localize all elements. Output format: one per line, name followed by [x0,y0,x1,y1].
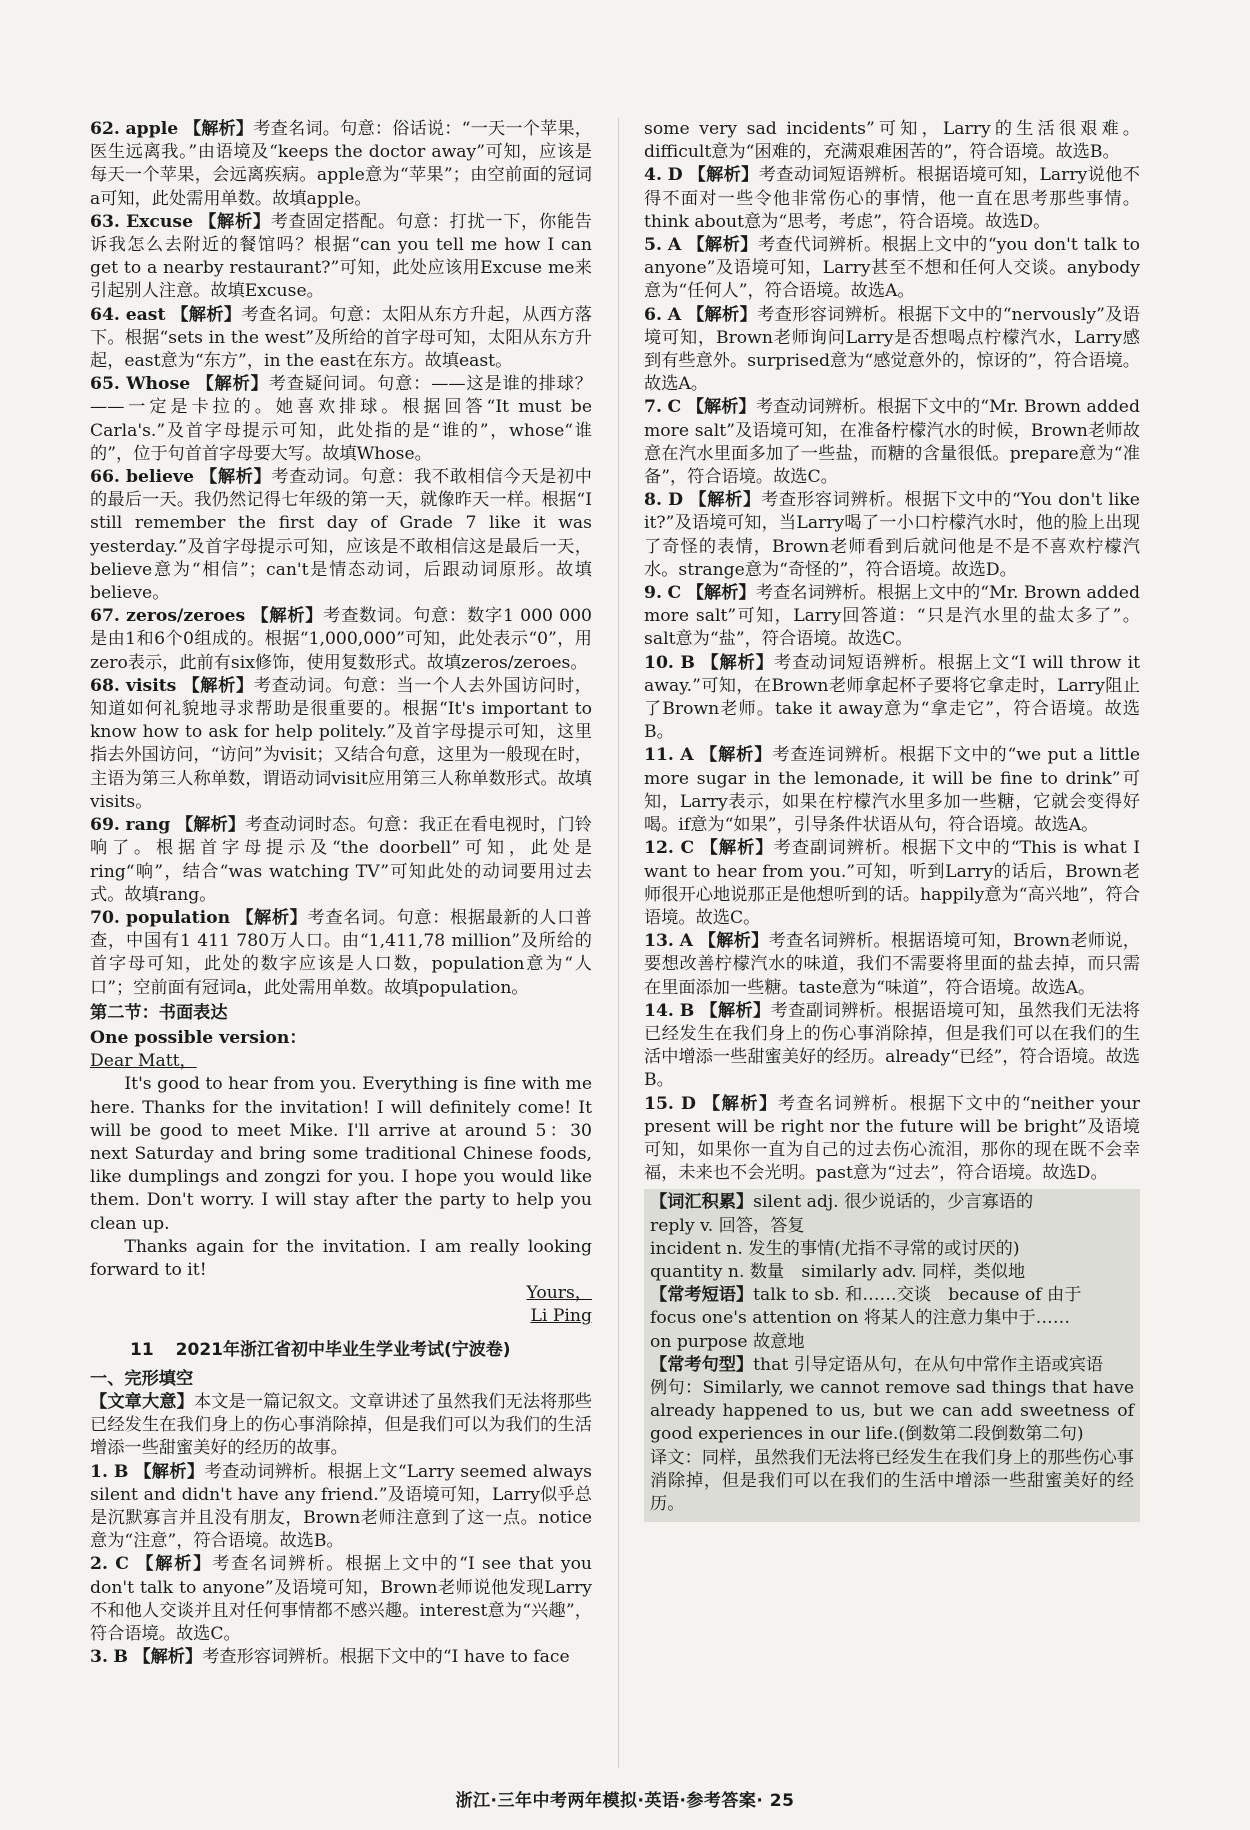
answer-number: 13. [644,931,674,952]
answer-entry [644,930,1140,1000]
answer-list-62-70 [90,118,592,1000]
analysis-tag: 【解析】 [200,467,272,488]
analysis-tag: 【解析】 [199,211,271,232]
answer-key: A [680,745,694,766]
analysis-tag: 【解析】 [700,838,774,859]
answer-key: population [126,907,231,928]
answer-number: 63. [90,211,120,232]
analysis-tag: 【解析】 [700,745,773,766]
answer-entry [90,1646,592,1669]
answer-entry [644,1000,1140,1093]
answer-number: 7. [644,397,662,418]
analysis-tag: 【解析】 [700,1000,771,1021]
analysis-tag: 【解析】 [171,304,242,325]
answer-entry [90,466,592,605]
analysis-text: 考查动词时态。句意：我正在看电视时，门铃响了。根据首字母提示及“the doorbell”可知，此处是ring“响”，结合“was watching TV”可知此处的动词要用过去式。故填rang。 [90,815,592,905]
vocab-line: reply v. 回答，答复 [650,1215,805,1236]
answer-key: C [667,397,682,418]
answer-entry [644,582,1140,652]
analysis-text: 考查形容词辨析。根据下文中的“I have to face [202,1647,570,1668]
analysis-tag: 【解析】 [134,1461,205,1482]
analysis-tag: 【解析】 [686,304,758,325]
answer-number: 66. [90,467,120,488]
answer-key: C [680,838,695,859]
phrase-line: on purpose 故意地 [650,1331,805,1352]
answer-key: A [667,304,682,325]
letter-paragraph-2: Thanks again for the invitation. I am really looking forward to it! [90,1236,592,1280]
analysis-text: 考查动词辨析。根据下文中的“Mr. Brown added more salt”及语境可知，在准备柠檬汽水的时候，Brown老师故意在汽水里面多加了一些盐，而糖的含量很低。prepare意为“准备”，符合语境。故选C。 [644,397,1140,488]
answer-entry [90,814,592,907]
answer-key: B [679,1000,695,1021]
sample-letter [90,1050,592,1328]
answer-key: A [667,235,682,256]
answer-key: C [667,583,682,604]
answer-number: 67. [90,606,120,627]
answer-number: 5. [644,235,662,256]
answer-entry [644,652,1140,745]
analysis-text: 考查疑问词。句意：——这是谁的排球？——一定是卡拉的。她喜欢排球。根据回答“It must be Carla's.”及首字母提示可知，此处指的是“谁的”，whose“谁的”，位于句首首字母要大写。故填Whose。 [90,374,592,464]
answer-entry [644,234,1140,304]
vocab-tag: 【词汇积累】 [650,1192,754,1213]
analysis-tag: 【解析】 [701,652,775,673]
answer-key: zeros/zeroes [126,606,246,627]
example-sentence: 例句：Similarly, we cannot remove sad things that have already happened to us, but we can add sweetness of good experiences in our life.(倒数第二段倒数第二句) [650,1377,1134,1445]
answer-number: 70. [90,907,120,928]
pattern-line: that 引导定语从句，在从句中常作主语或宾语 [753,1354,1104,1375]
translation: 译文：同样，虽然我们无法将已经发生在我们身上的那些伤心事消除掉，但是我们可以在我们的生活中增添一些甜蜜美好的经历。 [650,1447,1134,1514]
analysis-text: 考查数词。句意：数字1 000 000是由1和6个0组成的。根据“1,000,000”可知，此处表示“0”，用zero表示，此前有six修饰，使用复数形式。故填zeros/zeroes。 [90,606,592,673]
answer-list-4-15 [644,164,1140,1185]
analysis-tag: 【解析】 [251,606,324,627]
passage-summary [90,1391,592,1461]
answer-entry [644,837,1140,930]
analysis-text: 考查形容词辨析。根据下文中的“You don't like it?”及语境可知，当Larry喝了一小口柠檬汽水时，他的脸上出现了奇怪的表情，Brown老师看到后就问他是不是不喜欢柠檬汽水。strange意为“奇怪的”，符合语境。故选D。 [644,490,1140,580]
exam-number: 11 [130,1339,154,1360]
exam-name: 2021年浙江省初中毕业生学业考试(宁波卷) [175,1339,511,1360]
answer-number: 69. [90,815,120,836]
answer-entry [90,605,592,675]
sentence-pattern-tag: 【常考句型】 [650,1354,754,1375]
answer-entry [644,396,1140,489]
answer-entry [90,907,592,1000]
analysis-tag: 【解析】 [136,1554,213,1575]
analysis-text: 考查名词辨析。根据语境可知，Brown老师说，要想改善柠檬汽水的味道，我们不需要将里面的盐去掉，而只需在里面添加一些糖。taste意为“味道”，符合语境。故选A。 [644,931,1140,998]
analysis-tag: 【解析】 [686,397,756,418]
analysis-tag: 【解析】 [688,165,759,186]
answer-number: 12. [644,838,674,859]
analysis-tag: 【解析】 [175,815,246,836]
answer-key: D [668,490,684,511]
writing-version-label: One possible version： [90,1027,307,1048]
answer-entry [90,675,592,814]
analysis-tag: 【解析】 [702,1093,778,1114]
analysis-text: 考查副词辨析。根据下文中的“This is what I want to hear from you.”可知，听到Larry的话后，Brown老师很开心地说那正是他想听到的话。happily意为“高兴地”，符合语境。故选C。 [644,838,1140,928]
vocab-line: incident n. 发生的事情(尤指不寻常的或讨厌的) [650,1238,1020,1259]
answer-key: B [680,652,695,673]
answer-number: 3. [90,1647,108,1668]
analysis-text: 考查名词辨析。根据上文中的“Mr. Brown added more salt”可知，Larry回答道：“只是汽水里的盐太多了”。salt意为“盐”，符合语境。故选C。 [644,583,1140,650]
answer-number: 15. [644,1093,674,1114]
answer-number: 11. [644,745,674,766]
letter-signature: Li Ping [530,1306,592,1327]
analysis-tag: 【解析】 [698,931,769,952]
vocab-line: silent adj. 很少说话的，少言寡语的 [753,1192,1034,1213]
analysis-tag: 【解析】 [196,374,269,395]
right-column [644,118,1140,1522]
answer-key: rang [125,815,171,836]
cloze-heading: 一、完形填空 [90,1368,194,1389]
analysis-text: 考查动词。句意：当一个人去外国访问时，知道如何礼貌地寻求帮助是很重要的。根据“It's important to know how to ask for help politely.”及首字母提示可知，这里指去外国访问，“访问”为visit；又结合句意，这里为一般现在时，主语为第三人称单数，谓语动词visit应用第三人称单数形式。故填visits。 [90,675,592,812]
answer-number: 9. [644,583,662,604]
answer-number: 68. [90,675,120,696]
answer-entry [90,373,592,466]
writing-heading: 第二节：书面表达 [90,1002,228,1023]
analysis-text: 考查名词。句意：太阳从东方升起，从西方落下。根据“sets in the west”及所给的首字母可知，太阳从东方升起，east意为“东方”，in the east在东方。故填east。 [90,304,592,372]
answer-key: visits [126,675,177,696]
answer-entry [90,304,592,374]
analysis-tag: 【解析】 [689,490,761,511]
analysis-tag: 【解析】 [182,675,254,696]
analysis-text: 考查连词辨析。根据下文中的“we put a little more sugar in the lemonade, it will be fine to drink”可知，Larry表示，如果在柠檬汽水里多加一些糖，它就会变得好喝。if意为“如果”，引导条件状语从句，符合语境。故选A。 [644,745,1140,836]
analysis-text: 考查副词辨析。根据语境可知，虽然我们无法将已经发生在我们身上的伤心事消除掉，但是我们可以在我们的生活中增添一些甜蜜美好的经历。already“已经”，符合语境。故选B。 [644,1000,1140,1091]
left-column [90,118,592,1669]
answer-number: 62. [90,119,120,139]
answer-key: D [680,1093,696,1114]
summary-text: 本文是一篇记叙文。文章讲述了虽然我们无法将那些已经发生在我们身上的伤心事消除掉，但是我们可以为我们的生活增添一些甜蜜美好的经历的故事。 [90,1391,592,1459]
analysis-text: 考查名词辨析。根据上文中的“I see that you don't talk to anyone”及语境可知，Brown老师说他发现Larry不和他人交谈并且对任何事情都不感兴趣。interest意为“兴趣”，符合语境。故选C。 [90,1554,592,1644]
letter-paragraph-1: It's good to hear from you. Everything is fine with me here. Thanks for the invitation! I will definitely come! It will be good to meet Mike. I'll arrive at around 5：30 next Saturday and bring some traditional Chinese foods, like dumplings and zongzi for you. I hope you would like them. Don't worry. I will stay after the party to help you clean up. [90,1074,592,1234]
answer-entry [90,1553,592,1646]
answer-entry [644,164,1140,234]
answer-number: 14. [644,1000,674,1021]
analysis-tag: 【解析】 [183,119,254,139]
analysis-text: 考查名词。句意：根据最新的人口普查，中国有1 411 780万人口。由“1,411,78 million”及所给的首字母可知，此处的数字应该是人口数，population意为“人口”；空前面有冠词a，此处需用单数。故填population。 [90,907,592,998]
answer-entry [90,1461,592,1554]
vocab-line: quantity n. 数量 similarly adv. 同样，类似地 [650,1261,1026,1282]
answer-number: 6. [644,304,662,325]
answer-number: 2. [90,1554,108,1575]
answer-entry [644,304,1140,397]
letter-closing: Yours， [526,1283,592,1304]
page-footer: 浙江·三年中考两年模拟·英语·参考答案· 25 [455,1791,795,1811]
phrase-line: talk to sb. 和……交谈 because of 由于 [753,1285,1082,1306]
answer-key: A [679,931,693,952]
analysis-text: 考查动词。句意：我不敢相信今天是初中的最后一天。我仍然记得七年级的第一天，就像昨天一样。根据“I still remember the first day of Grade 7 like it was yesterday.”及首字母提示可知，应该是不敢相信这是最后一天，believe意为“相信”；can't是情态动词，后跟动词原形。故填believe。 [90,467,592,604]
analysis-tag: 【解析】 [687,235,758,256]
answer-key: C [115,1554,129,1575]
answer-entry [644,489,1140,582]
answer-key: B [113,1461,129,1482]
answer-number: 4. [644,165,662,186]
analysis-tag: 【解析】 [133,1647,203,1668]
answer-entry [644,744,1140,837]
analysis-text: 考查形容词辨析。根据下文中的“nervously”及语境可知，Brown老师询问Larry是否想喝点柠檬汽水，Larry感到有些意外。surprised意为“感觉意外的，惊讶的”，符合语境。故选A。 [644,304,1140,395]
answer-list-1-3 [90,1461,592,1670]
analysis-text: 考查名词辨析。根据下文中的“neither your present will be right nor the future will be bright”及语境可知，如果你一直为自己的过去伤心流泪，那你的现在既不会幸福，未来也不会光明。past意为“过去”，符合语境。故选D。 [644,1093,1140,1184]
phrase-tag: 【常考短语】 [650,1285,754,1306]
answer-number: 64. [90,304,120,325]
answer-number: 65. [90,374,120,395]
answer-number: 1. [90,1461,108,1482]
exam-title [90,1339,592,1362]
answer-key: Excuse [126,211,193,232]
answer-key: believe [126,467,194,488]
answer-number: 8. [644,490,662,511]
answer-key: B [113,1647,128,1668]
vocabulary-box [644,1189,1140,1522]
answer-key: east [125,304,166,325]
analysis-tag: 【解析】 [236,907,308,928]
column-divider [618,118,619,1768]
analysis-text: 考查固定搭配。句意：打扰一下，你能告诉我怎么去附近的餐馆吗？根据“can you tell me how I can get to a nearby restaurant?”可知，此处应该用Excuse me来引起别人注意。故填Excuse。 [90,211,592,302]
answer-key: Whose [126,374,191,395]
answer-number: 10. [644,652,674,673]
letter-greeting: Dear Matt， [90,1051,197,1072]
analysis-text: 考查动词辨析。根据上文“Larry seemed always silent and didn't have any friend.”及语境可知，Larry似乎总是沉默寡言并且没有朋友，Brown老师注意到了这一点。notice意为“注意”，符合语境。故选B。 [90,1461,592,1552]
summary-tag: 【文章大意】 [90,1391,194,1412]
answer-entry [644,1093,1140,1186]
analysis-text: 考查动词短语辨析。根据上文“I will throw it away.”可知，在Brown老师拿起杯子要将它拿走时，Larry阻止了Brown老师。take it away意为“拿走它”，符合语境。故选B。 [644,652,1140,743]
analysis-text: 考查代词辨析。根据上文中的“you don't talk to anyone”及语境可知，Larry甚至不想和任何人交谈。anybody意为“任何人”，符合语境。故选A。 [644,235,1140,302]
analysis-text: 考查动词短语辨析。根据语境可知，Larry说他不得不面对一些令他非常伤心的事情，他一直在思考那些事情。think about意为“思考，考虑”，符合语境。故选D。 [644,165,1140,232]
answer-key: apple [125,119,179,139]
analysis-text: 考查名词。句意：俗话说：“一天一个苹果，医生远离我。”由语境及“keeps the doctor away”可知，应该是每天一个苹果，会远离疾病。apple意为“苹果”；由空前面的冠词a可知，此处需用单数。故填apple。 [90,119,592,209]
continued-answer-3: some very sad incidents”可知，Larry的生活很艰难。difficult意为“困难的，充满艰难困苦的”，符合语境。故选B。 [644,119,1140,163]
phrase-line: focus one's attention on 将某人的注意力集中于…… [650,1308,1071,1329]
answer-entry [90,211,592,304]
analysis-tag: 【解析】 [686,583,756,604]
answer-key: D [667,165,683,186]
answer-entry [90,118,592,211]
